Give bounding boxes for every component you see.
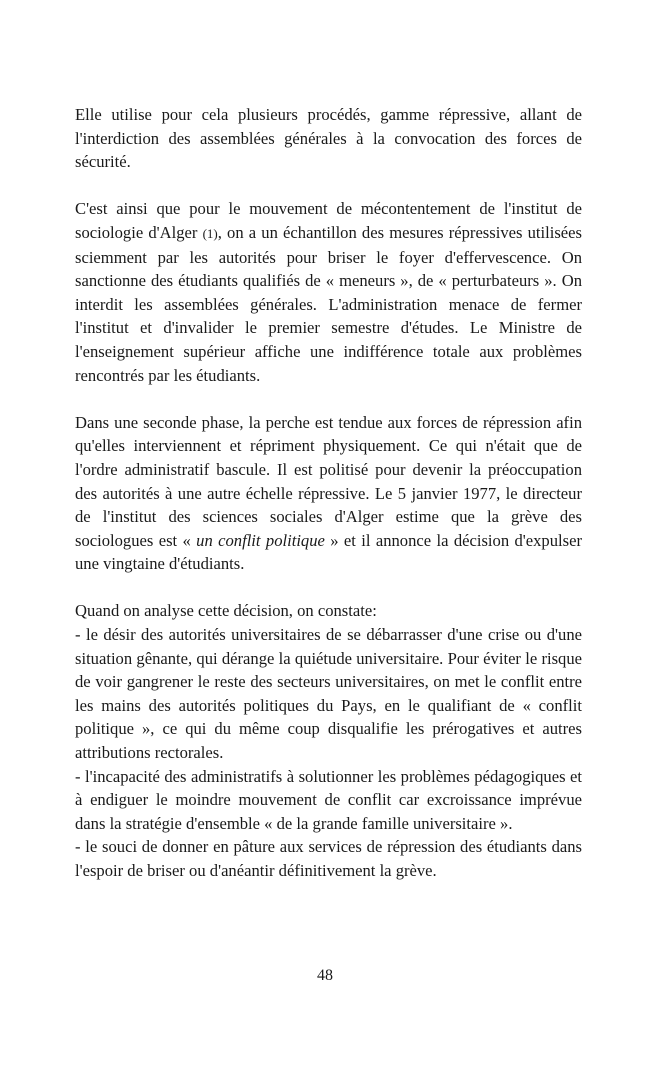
paragraph-1: Elle utilise pour cela plusieurs procédés, gamme répressive, allant de l'interdiction des assemblées générales à la convocation des forces de sécurité. (75, 105, 582, 172)
paragraph-4-intro: Quand on analyse cette décision, on constate: (75, 601, 377, 621)
paragraph-2 (75, 197, 582, 387)
paragraph-3-text-b: » et il annonce la décision d'expulser une vingtaine d'étudiants. (75, 530, 582, 574)
list-item-3: - le souci de donner en pâture aux services de répression des étudiants dans l'espoir de briser ou d'anéantir définitivement la grève. (75, 837, 582, 880)
paragraph-gap (75, 576, 582, 600)
page-body (75, 103, 582, 883)
paragraph-2-text-b: , on a un échantillon des mesures répressives utilisées sciemment par les autorités pour briser le foyer d'effervescence. On sanctionne des étudiants qualifiés de « meneurs », de « perturbateurs ». On interdit les assemblées générales. L'administration menace de fermer l'institut et d'invalider le premier semestre d'études. Le Ministre de l'enseignement supérieur affiche une indifférence totale aux problèmes rencontrés par les étudiants. (75, 222, 582, 385)
footnote-ref-1: (1) (202, 225, 218, 241)
list-item-1: - le désir des autorités universitaires de se débarrasser d'une crise ou d'une situation gênante, qui dérange la quiétude universitaire. Pour éviter le risque de voir gangrener le reste des secteurs universitaires, on met le conflit entre les mains des autorités politiques du Pays, en le qualifiant de « conflit politique », ce qui du même coup disqualifie les prérogatives et autres attributions rectorales. (75, 625, 582, 763)
list-item-2: - l'incapacité des administratifs à solutionner les problèmes pédagogiques et à endiguer le moindre mouvement de conflit car excroissance imprévue dans la stratégie d'ensemble « de la grande famille universitaire ». (75, 766, 582, 833)
paragraph-3 (75, 411, 582, 576)
paragraph-3-italic-quote: un conflit politique (196, 530, 325, 550)
paragraph-gap (75, 174, 582, 198)
paragraph-gap (75, 387, 582, 411)
paragraph-2-text-a: C'est ainsi que pour le mouvement de mécontentement de l'institut de sociologie d'Alger (75, 199, 582, 242)
paragraph-3-text-a: Dans une seconde phase, la perche est tendue aux forces de répression afin qu'elles interviennent et répriment physiquement. Ce qui n'était que de l'ordre administratif bascule. Il est politisé pour devenir la préoccupation des autorités à une autre échelle répressive. Le 5 janvier 1977, le directeur de l'institut des sciences sociales d'Alger estime que la grève des sociologues est « (75, 412, 582, 550)
page-number: 48 (317, 967, 333, 984)
